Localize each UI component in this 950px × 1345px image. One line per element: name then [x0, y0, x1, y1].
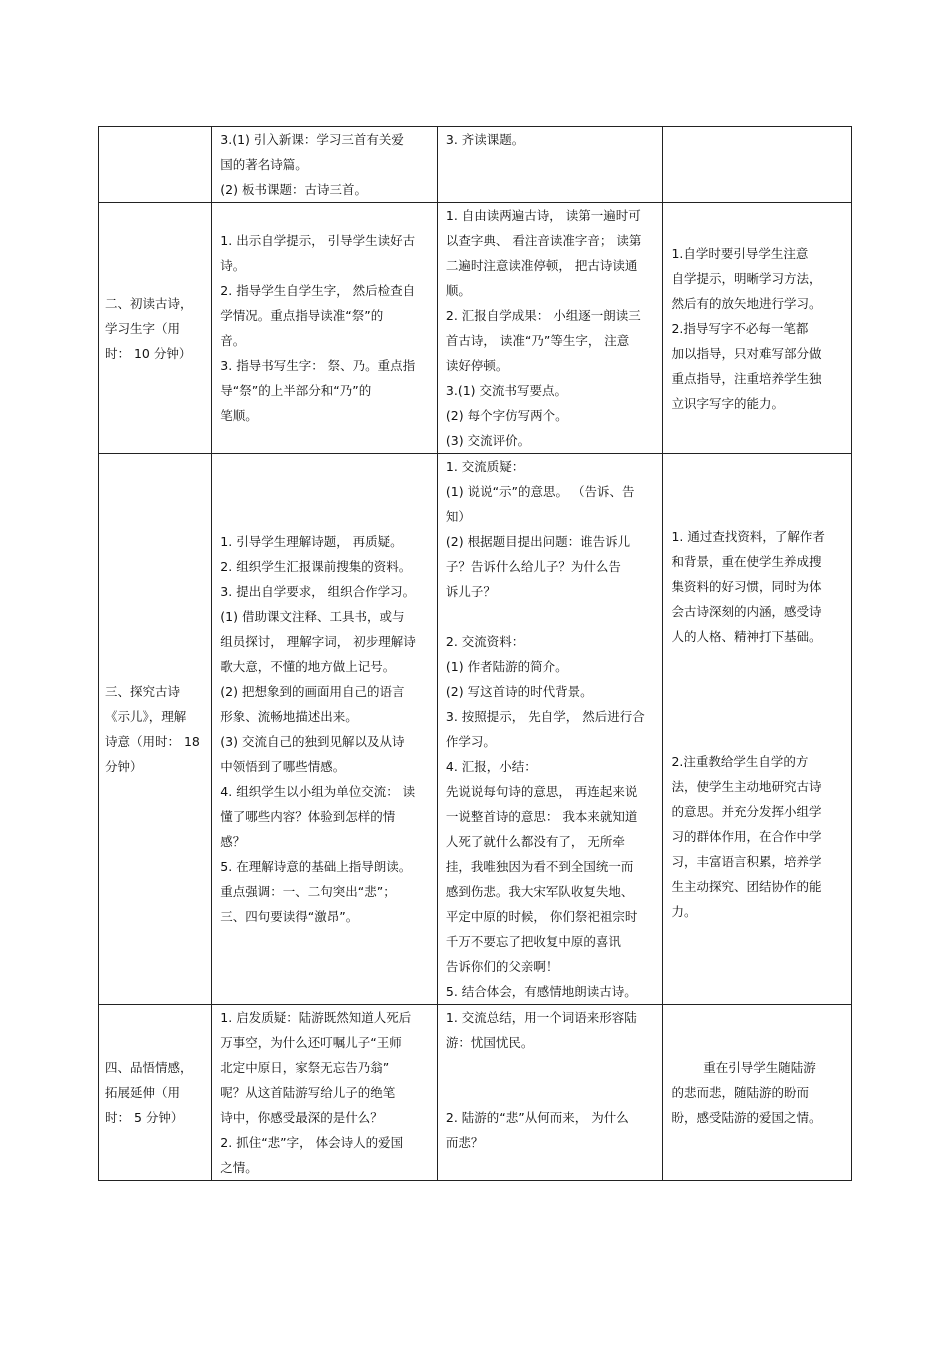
stage-cell: 三、探究古诗 《示儿》，理解 诗意（用时： 18 分钟） — [99, 454, 212, 1005]
table-row — [99, 454, 852, 1005]
stage-cell: 四、品悟情感， 拓展延伸（用 时： 5 分钟） — [99, 1005, 212, 1181]
lesson-plan-table — [98, 126, 852, 1181]
stage-cell — [99, 127, 212, 203]
design-intent-cell: 1. 通过查找资料，了解作者 和背景，重在使学生养成搜 集资料的好习惯，同时为体 会古诗深刻的内涵，感受诗 人的人格、精神打下基础。 2.注重教给学生自学的方 法，使学生主动地研究古诗 的意思。并充分发挥小组学 习的群体作用，在合作中学 习，丰富语言积累，培养学 生主动探究、团结协作的能 力。 — [663, 454, 852, 1005]
teacher-activity-cell: 1. 引导学生理解诗题， 再质疑。 2. 组织学生汇报课前搜集的资料。 3. 提出自学要求， 组织合作学习。 (1) 借助课文注释、工具书，或与 组员探讨， 理解字词， 初步理解诗 歌大意，不懂的地方做上记号。 (2) 把想象到的画面用自己的语言 形象、流畅地描述出来。 (3) 交流自己的独到见解以及从诗 中领悟到了哪些情感。 4. 组织学生以小组为单位交流： 读 懂了哪些内容？体验到怎样的情 感？ 5. 在理解诗意的基础上指导朗读。 重点强调：一、二句突出“悲”； 三、四句要读得“激昂”。 — [212, 454, 438, 1005]
student-activity-cell: 1. 自由读两遍古诗， 读第一遍时可 以查字典、 看注音读准字音； 读第 二遍时注意读准停顿， 把古诗读通 顺。 2. 汇报自学成果： 小组逐一朗读三 首古诗， 读准“乃”等生字， 注意 读好停顿。 3.(1) 交流书写要点。 (2) 每个字仿写两个。 (3) 交流评价。 — [437, 203, 663, 454]
lesson-plan-sheet — [98, 126, 852, 1181]
teacher-activity-cell: 3.(1) 引入新课：学习三首有关爱 国的著名诗篇。 (2) 板书课题：古诗三首。 — [212, 127, 438, 203]
table-row — [99, 203, 852, 454]
teacher-activity-cell: 1. 出示自学提示， 引导学生读好古 诗。 2. 指导学生自学生字， 然后检查自 学情况。重点指导读准“祭”的 音。 3. 指导书写生字： 祭、乃。重点指 导“祭”的上半部分和“乃”的 笔顺。 — [212, 203, 438, 454]
design-intent-cell: 1.自学时要引导学生注意 自学提示，明晰学习方法， 然后有的放矢地进行学习。 2.指导写字不必每一笔都 加以指导，只对难写部分做 重点指导，注重培养学生独 立识字写字的能力。 — [663, 203, 852, 454]
design-intent-cell: 重在引导学生随陆游 的悲而悲，随陆游的盼而 盼，感受陆游的爱国之情。 — [663, 1005, 852, 1181]
teacher-activity-cell: 1. 启发质疑：陆游既然知道人死后 万事空，为什么还叮嘱儿子“王师 北定中原日，家祭无忘告乃翁” 呢？从这首陆游写给儿子的绝笔 诗中，你感受最深的是什么？ 2. 抓住“悲”字， 体会诗人的爱国 之情。 — [212, 1005, 438, 1181]
table-row — [99, 1005, 852, 1181]
student-activity-cell: 1. 交流质疑： (1) 说说“示”的意思。 （告诉、告 知） (2) 根据题目提出问题：谁告诉儿 子？告诉什么给儿子？为什么告 诉儿子？ 2. 交流资料： (1) 作者陆游的简介。 (2) 写这首诗的时代背景。 3. 按照提示， 先自学， 然后进行合 作学习。 4. 汇报，小结： 先说说每句诗的意思， 再连起来说 一说整首诗的意思： 我本来就知道 人死了就什么都没有了， 无所牵 挂，我唯独因为看不到全国统一而 感到伤悲。我大宋军队收复失地、 平定中原的时候， 你们祭祀祖宗时 千万不要忘了把收复中原的喜讯 告诉你们的父亲啊！ 5. 结合体会，有感情地朗读古诗。 — [437, 454, 663, 1005]
student-activity-cell: 1. 交流总结，用一个词语来形容陆 游：忧国忧民。 2. 陆游的“悲”从何而来， 为什么 而悲？ — [437, 1005, 663, 1181]
stage-cell: 二、初读古诗， 学习生字（用 时： 10 分钟） — [99, 203, 212, 454]
design-intent-cell — [663, 127, 852, 203]
student-activity-cell: 3. 齐读课题。 — [437, 127, 663, 203]
table-row — [99, 127, 852, 203]
